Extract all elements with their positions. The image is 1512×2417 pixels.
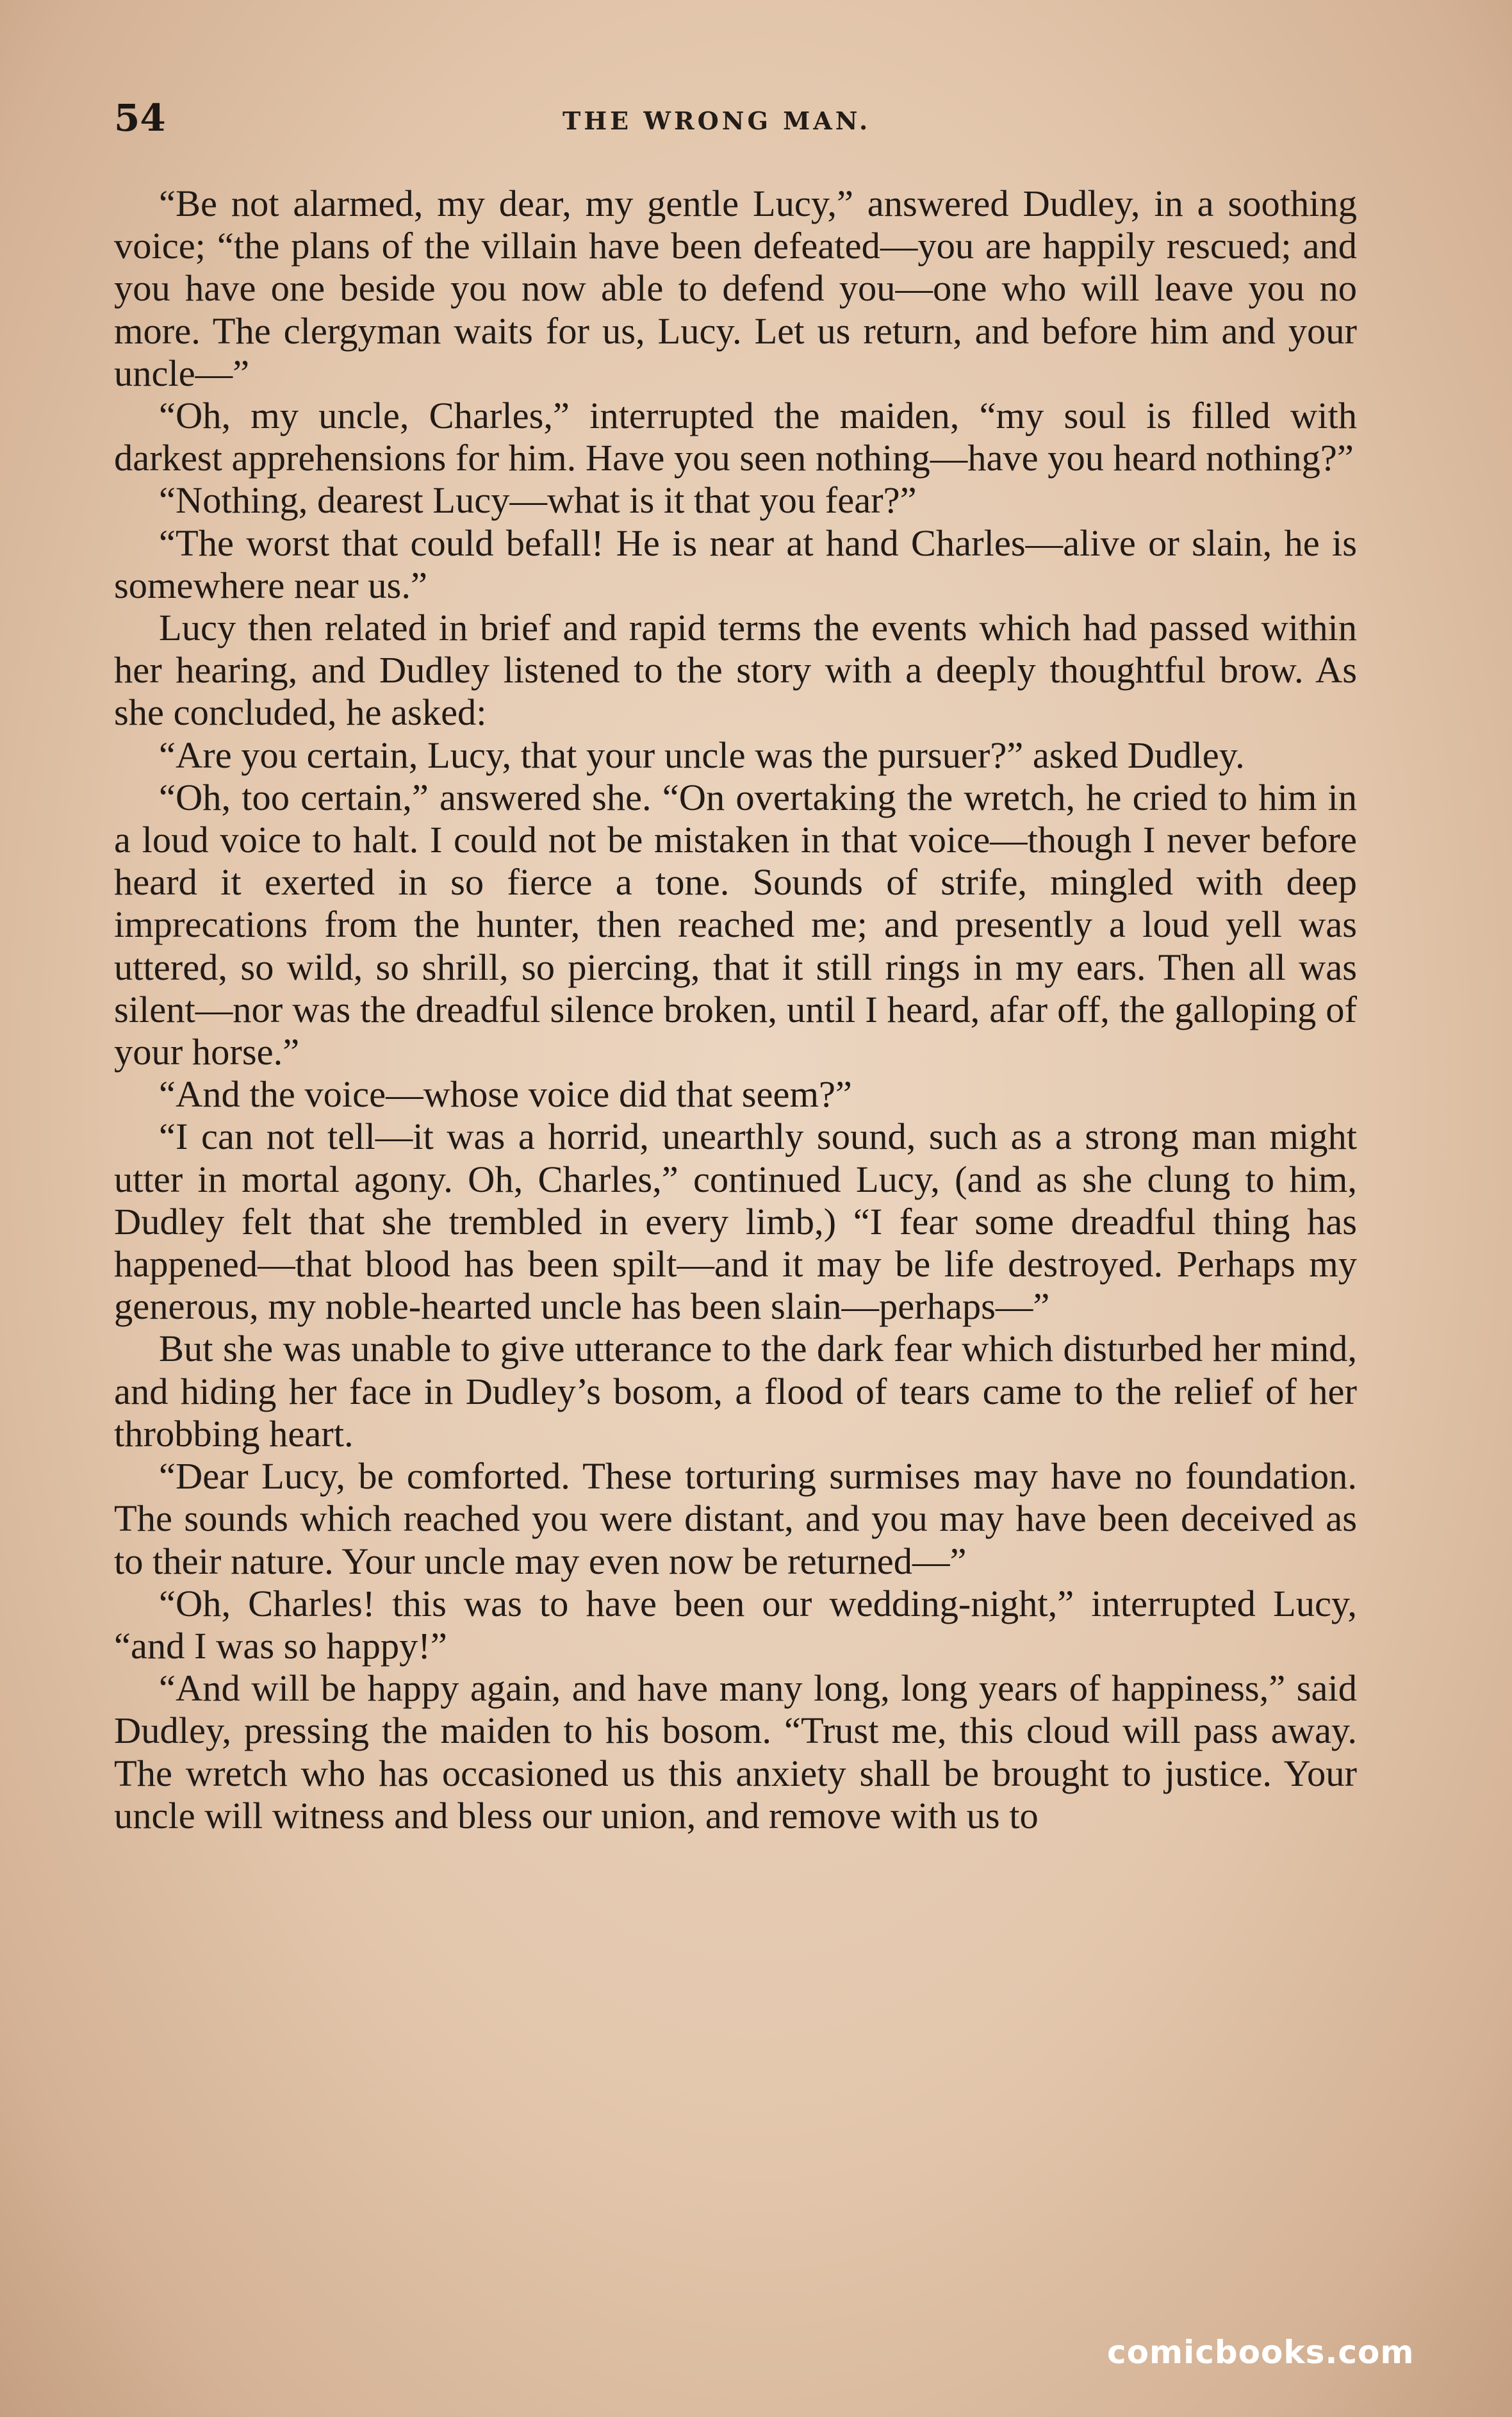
paragraph: “Oh, too certain,” answered she. “On overtaking the wretch, he cried to him in a loud voice to halt. I could not be mistaken in that voice—though I never before heard it exerted in so fierce a tone. Sounds of strife, mingled with deep imprecations from the hunter, then reached me; and presently a loud yell was uttered, so wild, so shrill, so piercing, that it still rings in my ears. Then all was silent—nor was the dreadful silence broken, until I heard, afar off, the galloping of your horse.” [114,776,1357,1073]
paragraph: “Oh, my uncle, Charles,” interrupted the maiden, “my soul is filled with darkest apprehensions for him. Have you seen nothing—have you heard nothing?” [114,395,1357,479]
paragraph: Lucy then related in brief and rapid terms the events which had passed within her hearing, and Dudley listened to the story with a deeply thoughtful brow. As she concluded, he asked: [114,607,1357,734]
running-head [114,96,1363,154]
paragraph: “The worst that could befall! He is near at hand Charles—alive or slain, he is somewhere near us.” [114,522,1357,606]
paragraph: “Nothing, dearest Lucy—what is it that you fear?” [159,479,917,522]
page-number: 54 [114,96,166,140]
watermark: comicbooks.com [1107,2334,1415,2371]
paragraph: “And the voice—whose voice did that seem?” [159,1073,852,1116]
paragraph: “Oh, Charles! this was to have been our wedding-night,” interrupted Lucy, “and I was so happy!” [114,1582,1357,1667]
paragraph: “I can not tell—it was a horrid, unearthly sound, such as a strong man might utter in mortal agony. Oh, Charles,” continued Lucy, (and as she clung to him, Dudley felt that she trembled in every limb,) “I fear some dreadful thing has happened—that blood has been spilt—and it may be life destroyed. Perhaps my generous, my noble-hearted uncle has been slain—perhaps—” [114,1116,1357,1328]
paragraph: “Dear Lucy, be comforted. These torturing surmises may have no foundation. The sounds which reached you were distant, and you may have been deceived as to their nature. Your uncle may even now be returned—” [114,1455,1357,1582]
body-text [114,183,1357,1837]
running-title: THE WRONG MAN. [563,106,871,135]
paragraph: “Be not alarmed, my dear, my gentle Lucy,” answered Dudley, in a soothing voice; “the plans of the villain have been defeated—you are happily rescued; and you have one beside you now able to defend you—one who will leave you no more. The clergyman waits for us, Lucy. Let us return, and before him and your uncle—” [114,183,1357,394]
paragraph: “And will be happy again, and have many long, long years of happiness,” said Dudley, pressing the maiden to his bosom. “Trust me, this cloud will pass away. The wretch who has occasioned us this anxiety shall be brought to justice. Your uncle will witness and bless our union, and remove with us to [114,1667,1357,1836]
paragraph: But she was unable to give utterance to the dark fear which disturbed her mind, and hiding her face in Dudley’s bosom, a flood of tears came to the relief of her throbbing heart. [114,1328,1357,1455]
paragraph: “Are you certain, Lucy, that your uncle was the pursuer?” asked Dudley. [159,734,1245,776]
